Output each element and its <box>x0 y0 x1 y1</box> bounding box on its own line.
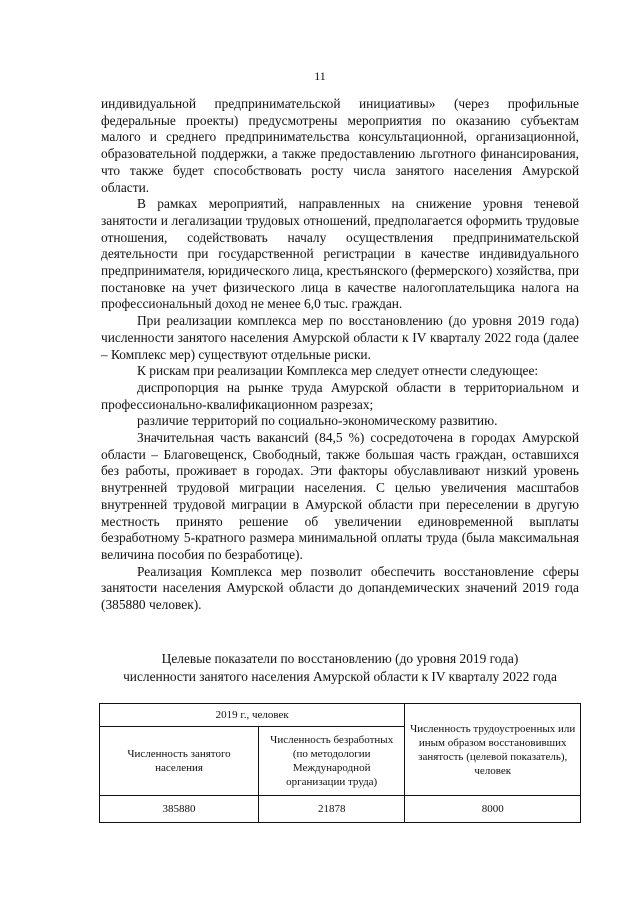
table-row <box>100 796 581 823</box>
paragraph: Значительная часть вакансий (84,5 %) сосредоточена в городах Амурской области – Благовещенск, Свободный, также большая часть граждан, оставшихся без работы, проживает в городах. Эти факторы обуславливают низкий уровень внутренней трудовой миграции населения. С целью увеличения масштабов внутренней трудовой миграции в Амурской области при переселении в другую местность принято решение об увеличении единовременной выплаты безработному 5-кратного размера минимальной оплаты труда (была максимальная величина пособия по безработице). <box>101 430 579 562</box>
group-header-cell: 2019 г., человек <box>100 704 405 727</box>
page-number: 11 <box>314 69 326 83</box>
unemployed-value-cell: 21878 <box>259 796 405 823</box>
table-caption-line: Целевые показатели по восстановлению (до уровня 2019 года) <box>161 651 519 666</box>
paragraph: Реализация Комплекса мер позволит обеспечить восстановление сферы занятости населения Амурской области до допандемических значений 2019 года (385880 человек). <box>101 563 579 613</box>
target-value-cell: 8000 <box>405 796 581 823</box>
paragraph: индивидуальной предпринимательской инициативы» (через профильные федеральные проекты) предусмотрены мероприятия по оказанию субъектам малого и среднего предпринимательства консультационной, организационной, образовательной поддержки, а также предоставлению льготного финансирования, что также будет способствовать росту числа занятого населения Амурской области. <box>101 96 579 195</box>
unemployed-header-cell: Численность безработных (по методологии Международной организации труда) <box>259 727 405 796</box>
paragraph: В рамках мероприятий, направленных на снижение уровня теневой занятости и легализации трудовых отношений, предполагается оформить трудовые отношения, содействовать началу осуществления предпринимательской деятельности при государственной регистрации в качестве индивидуального предпринимателя, юридического лица, крестьянского (фермерского) хозяйства, при постановке на учет физического лица в качестве налогоплательщика налога на профессиональный доход не менее 6,0 тыс. граждан. <box>101 196 579 312</box>
table-header-row <box>100 704 581 727</box>
paragraph: К рискам при реализации Комплекса мер следует отнести следующее: <box>137 363 539 379</box>
employed-value-cell: 385880 <box>100 796 259 823</box>
paragraph: диспропорция на рынке труда Амурской области в территориальном и профессионально-квалификационном разрезах; <box>101 379 579 412</box>
paragraph: При реализации комплекса мер по восстановлению (до уровня 2019 года) численности занятого населения Амурской области к IV кварталу 2022 года (далее – Комплекс мер) существуют отдельные риски. <box>101 313 579 362</box>
indicators-table <box>99 703 581 823</box>
table-caption <box>101 650 579 686</box>
body-text <box>101 96 579 614</box>
paragraph: различие территорий по социально-экономическому развитию. <box>137 413 498 429</box>
target-header-cell: Численность трудоустроенных или иным образом восстановивших занятость (целевой показатель), человек <box>405 704 581 796</box>
table-caption-line: численности занятого населения Амурской области к IV кварталу 2022 года <box>123 669 557 684</box>
employed-header-cell: Численность занятого населения <box>100 727 259 796</box>
